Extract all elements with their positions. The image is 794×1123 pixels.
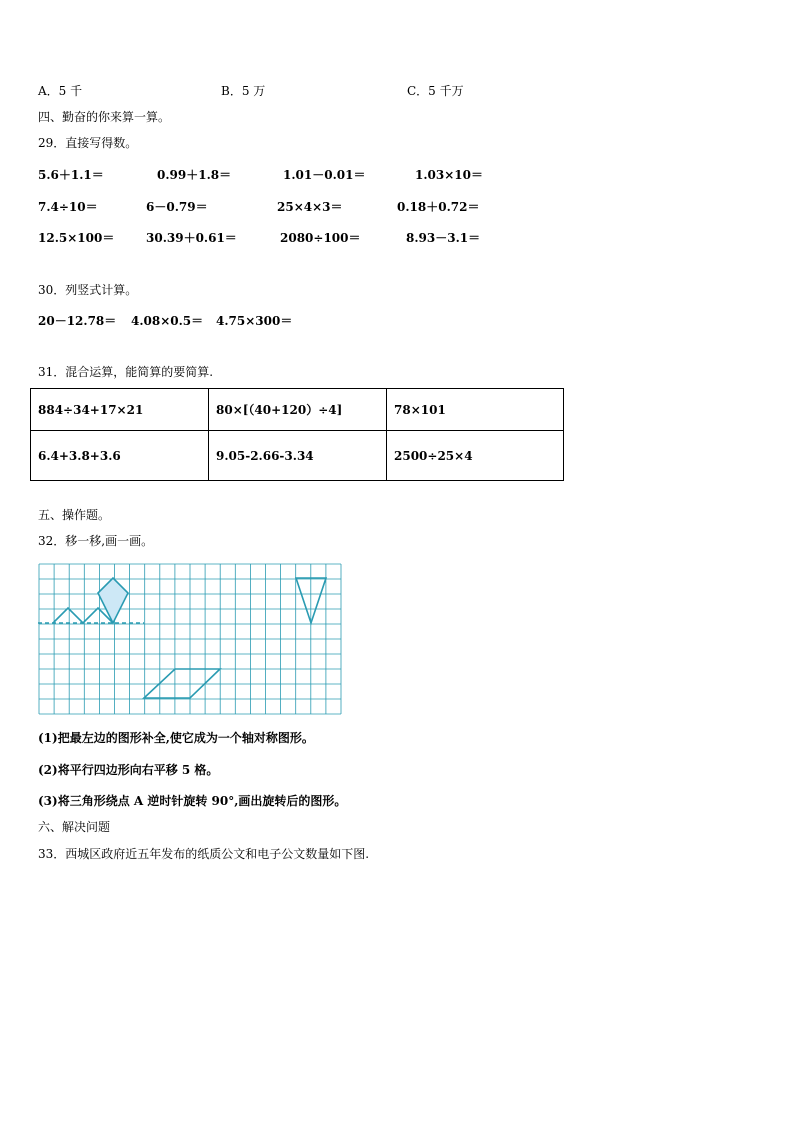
q29-item: 2080÷100＝ (280, 231, 361, 245)
q29-item: 1.01－0.01＝ (283, 168, 366, 182)
table-cell: 78×101 (387, 389, 564, 431)
section-6-title: 六、解决问题 (38, 820, 111, 834)
q29-item: 8.93－3.1＝ (406, 231, 481, 245)
table-cell: 2500÷25×4 (387, 431, 564, 481)
table-cell: 9.05-2.66-3.34 (209, 431, 387, 481)
q33-title: 33．西城区政府近五年发布的纸质公文和电子公文数量如下图. (38, 847, 370, 861)
table-row (31, 389, 564, 431)
q29-title: 29．直接写得数。 (38, 136, 138, 150)
q30-title: 30．列竖式计算。 (38, 283, 138, 297)
q29-item: 7.4÷10＝ (38, 200, 98, 214)
q32-title: 32．移一移,画一画。 (38, 534, 154, 548)
table-cell: 884÷34+17×21 (31, 389, 209, 431)
table-cell: 6.4+3.8+3.6 (31, 431, 209, 481)
left-figure-outline (53, 608, 113, 623)
q29-item: 0.99＋1.8＝ (157, 168, 232, 182)
q31-table (30, 388, 564, 481)
q30-item: 4.08×0.5＝ (131, 314, 204, 328)
option-a: A．5 千 (38, 84, 83, 98)
q29-item: 12.5×100＝ (38, 231, 115, 245)
section-5-title: 五、操作题。 (38, 508, 111, 522)
q29-item: 5.6＋1.1＝ (38, 168, 104, 182)
left-figure-kite (98, 578, 128, 623)
table-row (31, 431, 564, 481)
q31-title: 31．混合运算，能简算的要简算. (38, 365, 214, 379)
section-4-title: 四、勤奋的你来算一算。 (38, 110, 171, 124)
q32-task-3: (3)将三角形绕点 A 逆时针旋转 90°,画出旋转后的图形。 (38, 794, 347, 808)
q32-task-2: (2)将平行四边形向右平移 5 格。 (38, 763, 219, 777)
option-c: C．5 千万 (407, 84, 464, 98)
table-cell: 80×[（40+120）÷4] (209, 389, 387, 431)
q29-item: 30.39＋0.61＝ (146, 231, 237, 245)
q29-item: 25×4×3＝ (277, 200, 343, 214)
q29-item: 0.18＋0.72＝ (397, 200, 480, 214)
q29-item: 1.03×10＝ (415, 168, 483, 182)
q32-grid-figure (38, 563, 342, 715)
q30-item: 4.75×300＝ (216, 314, 293, 328)
q30-item: 20－12.78＝ (38, 314, 117, 328)
parallelogram (144, 669, 220, 698)
grid-lines (39, 564, 341, 714)
q29-item: 6－0.79＝ (146, 200, 208, 214)
option-b: B．5 万 (221, 84, 266, 98)
q32-task-1: (1)把最左边的图形补全,使它成为一个轴对称图形。 (38, 731, 314, 745)
